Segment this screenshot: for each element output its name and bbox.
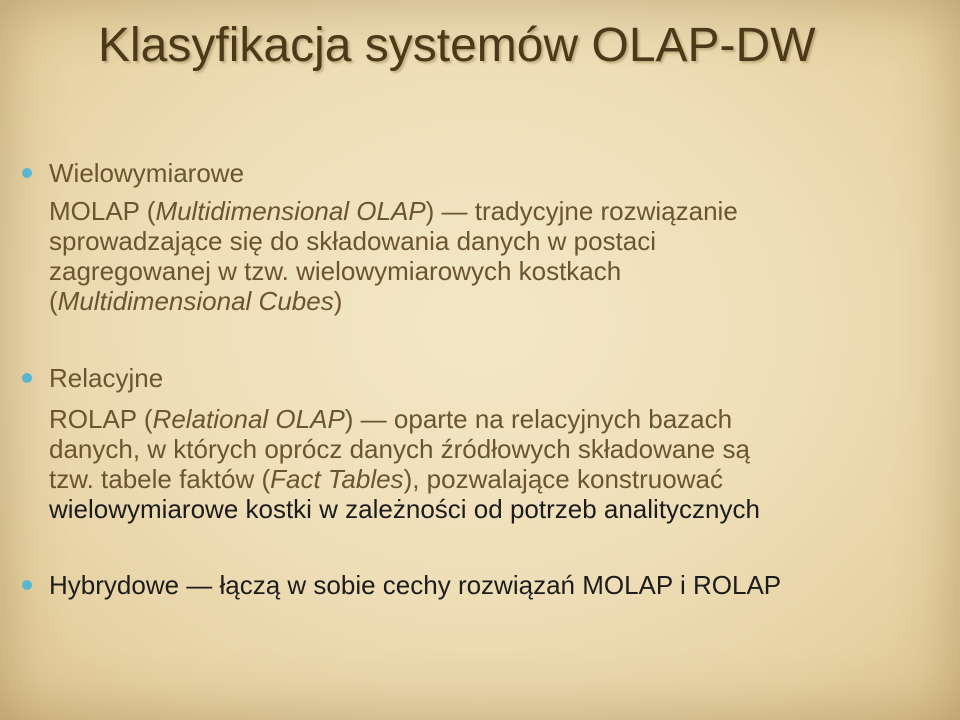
section-heading-hybrid: Hybrydowe — łączą w sobie cechy rozwiązań MOLAP i ROLAP (49, 570, 782, 600)
molap-line-3: zagregowanej w tzw. wielowymiarowych kostkach (49, 256, 622, 286)
rolap-line-4: wielowymiarowe kostki w zależności od potrzeb analitycznych (49, 494, 760, 524)
section-heading-molap: Wielowymiarowe (49, 158, 245, 188)
bullet-icon (22, 580, 32, 590)
slide-title: Klasyfikacja systemów OLAP-DW (98, 19, 816, 72)
bullet-icon (22, 373, 32, 383)
rolap-line-2: danych, w których oprócz danych źródłowych składowane są (49, 434, 750, 464)
rolap-line-3: tzw. tabele faktów (Fact Tables), pozwalające konstruować (49, 464, 723, 494)
rolap-line-1: ROLAP (Relational OLAP) — oparte na relacyjnych bazach (49, 404, 733, 434)
section-heading-rolap: Relacyjne (49, 363, 164, 393)
molap-line-4: (Multidimensional Cubes) (49, 286, 343, 316)
molap-line-2: sprowadzające się do składowania danych w postaci (49, 226, 657, 256)
bullet-icon (22, 168, 32, 178)
molap-line-1: MOLAP (Multidimensional OLAP) — tradycyjne rozwiązanie (49, 196, 738, 226)
